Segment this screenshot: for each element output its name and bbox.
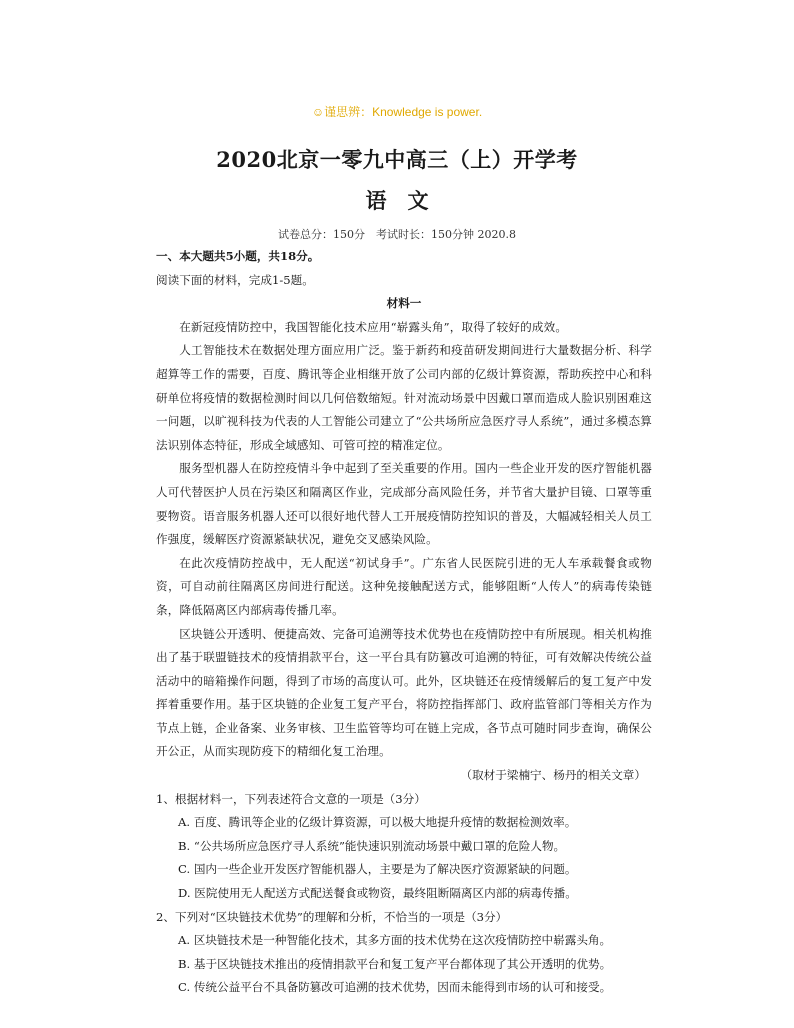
section-heading: 一、本大题共5小题，共18分。 (156, 249, 320, 263)
material-paragraph: 人工智能技术在数据处理方面应用广泛。鉴于新药和疫苗研发期间进行大量数据分析、科学超算等工作的需要，百度、腾讯等企业相继开放了公司内部的亿级计算资源，帮助疾控中心和科研单位将疫情的数据检测时间以几何倍数缩短。针对流动场景中因戴口罩而造成人脸识别困难这一问题，以旷视科技为代表的人工智能公司建立了“公共场所应急医疗寻人系统”，通过多模态算法识别体态特征，形成全域感知、可管可控的精准定位。 (156, 343, 652, 452)
subject-title: 语 文 (365, 188, 429, 213)
material-paragraph: 在此次疫情防控战中，无人配送“初试身手”。广东省人民医院引进的无人车承载餐食或物资，可自动前往隔离区房间进行配送。这种免接触配送方式，能够阻断“人传人”的病毒传染链条，降低隔离区内部病毒传播几率。 (156, 555, 652, 617)
material-paragraph: 服务型机器人在防控疫情斗争中起到了至关重要的作用。国内一些企业开发的医疗智能机器人可代替医护人员在污染区和隔离区作业，完成部分高风险任务，并节省大量护目镜、口罩等重要物资。语音服务机器人还可以很好地代替人工开展疫情防控知识的普及，大幅减轻相关人员工作强度，缓解医疗资源紧缺状况，避免交叉感染风险。 (156, 461, 652, 547)
question-stem: 2、下列对“区块链技术优势”的理解和分析，不恰当的一项是（3分） (156, 909, 508, 924)
question-option: A. 区块链技术是一种智能化技术，其多方面的技术优势在这次疫情防控中崭露头角。 (178, 933, 612, 948)
material-source: （取材于梁楠宁、杨丹的相关文章） (460, 768, 646, 783)
question-option: D. 医院使用无人配送方式配送餐食或物资，最终阻断隔离区内部的病毒传播。 (178, 886, 577, 901)
material-paragraph: 区块链公开透明、便捷高效、完备可追溯等技术优势也在疫情防控中有所展现。相关机构推出了基于联盟链技术的疫情捐款平台，这一平台具有防篡改可追溯的特征，可有效解决传统公益活动中的暗箱操作问题，得到了市场的高度认可。此外，区块链还在疫情缓解后的复工复产中发挥着重要作用。基于区块链的企业复工复产平台，将防控指挥部门、政府监管部门等相关方作为节点上链，企业备案、业务审核、卫生监管等均可在链上完成，各节点可随时同步查询，确保公开公正，从而实现防疫下的精细化复工治理。 (156, 626, 652, 759)
question-stem: 1、根据材料一，下列表述符合文意的一项是（3分） (156, 791, 426, 806)
question-option: B. 基于区块链技术推出的疫情捐款平台和复工复产平台都体现了其公开透明的优势。 (178, 956, 612, 971)
question-option: C. 国内一些企业开发医疗智能机器人，主要是为了解决医疗资源紧缺的问题。 (178, 862, 577, 877)
exam-meta: 试卷总分：150分 考试时长：150分钟 2020.8 (278, 228, 516, 241)
watermark-text: ☺谨思辨：Knowledge is power. (311, 105, 483, 119)
exam-title: 2020北京一零九中高三（上）开学考 (216, 147, 578, 172)
material-paragraph: 在新冠疫情防控中，我国智能化技术应用“崭露头角”，取得了较好的成效。 (179, 319, 568, 334)
question-option: A. 百度、腾讯等企业的亿级计算资源，可以极大地提升疫情的数据检测效率。 (178, 815, 577, 830)
section-instruction: 阅读下面的材料，完成1-5题。 (156, 272, 314, 287)
exam-content (156, 245, 652, 1000)
question-option: C. 传统公益平台不具备防篡改可追溯的技术优势，因而未能得到市场的认可和接受。 (178, 980, 612, 995)
material-title: 材料一 (386, 296, 422, 311)
question-option: B. “公共场所应急医疗寻人系统”能快速识别流动场景中戴口罩的危险人物。 (178, 838, 566, 853)
